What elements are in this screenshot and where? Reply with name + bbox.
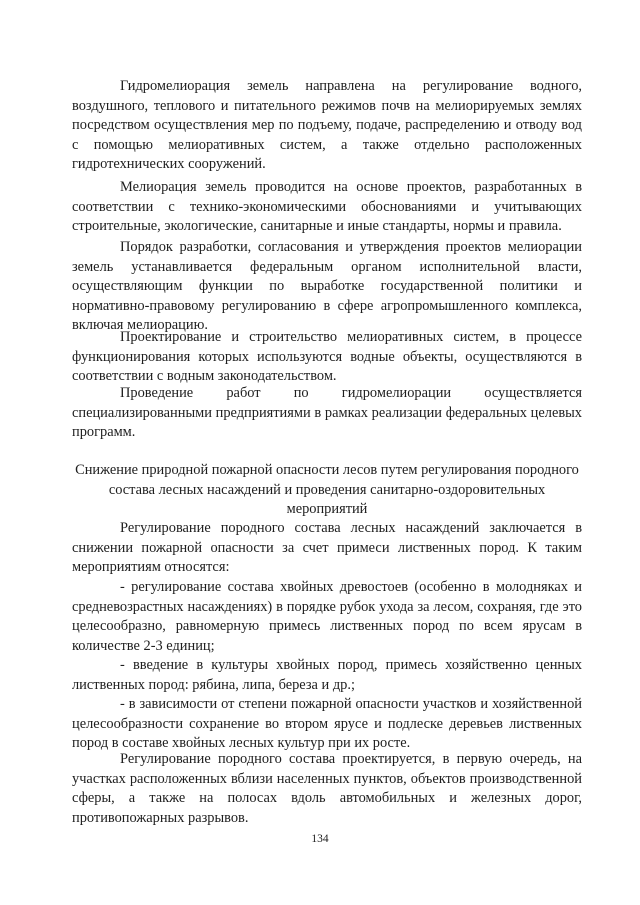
paragraph-approval-procedure: Порядок разработки, согласования и утверждения проектов мелиорации земель устанавливается федеральным органом исполнительной власти, осуществляющим функции по выработке государственной политики и нормативно-правовому регулированию в сфере агропромышленного комплекса, включая мелиорацию. bbox=[72, 239, 582, 334]
section-heading: Снижение природной пожарной опасности лесов путем регулирования породного состава лесных насаждений и проведения санитарно-оздоровительных мероприятий bbox=[75, 462, 579, 518]
paragraph-species-regulation: Регулирование породного состава лесных насаждений заключается в снижении пожарной опасности за счет примеси лиственных пород. К таким мероприятиям относятся: bbox=[72, 520, 582, 576]
paragraph-works-execution: Проведение работ по гидромелиорации осуществляется специализированными предприятиями в рамках реализации федеральных целевых программ. bbox=[72, 385, 582, 441]
list-item-second-tier: - в зависимости от степени пожарной опасности участков и хозяйственной целесообразности сохранение во втором ярусе и подлеске деревьев лиственных пород в составе хвойных лесных культур при их росте. bbox=[72, 696, 582, 752]
list-item-cultures: - введение в культуры хвойных пород, примесь хозяйственно ценных лиственных пород: рябина, липа, береза и др.; bbox=[72, 657, 582, 693]
paragraph-melioration-projects: Мелиорация земель проводится на основе проектов, разработанных в соответствии с технико-экономическими обоснованиями и учитывающих строительные, экологические, санитарные и иные стандарты, нормы и правила. bbox=[72, 179, 582, 235]
paragraph-hydromelioration: Гидромелиорация земель направлена на регулирование водного, воздушного, теплового и питательного режимов почв на мелиорируемых землях посредством осуществления мер по подъему, подаче, распределению и отводу вод с помощью мелиоративных систем, а также отдельно расположенных гидротехнических сооружений. bbox=[72, 78, 582, 173]
list-item-composition: - регулирование состава хвойных древостоев (особенно в молодняках и средневозрастных насаждениях) в порядке рубок ухода за лесом, сохраняя, где это целесообразно, равномерную примесь лиственных пород по всем ярусам в количестве 2-3 единиц; bbox=[72, 579, 582, 654]
page-number: 134 bbox=[311, 833, 329, 845]
paragraph-design-construction: Проектирование и строительство мелиоративных систем, в процессе функционирования которых используются водные объекты, осуществляются в соответствии с водным законодательством. bbox=[72, 329, 582, 385]
paragraph-priority-areas: Регулирование породного состава проектируется, в первую очередь, на участках расположенных вблизи населенных пунктов, объектов производственной сферы, а также на полосах вдоль автомобильных и железных дорог, противопожарных разрывов. bbox=[72, 751, 582, 826]
